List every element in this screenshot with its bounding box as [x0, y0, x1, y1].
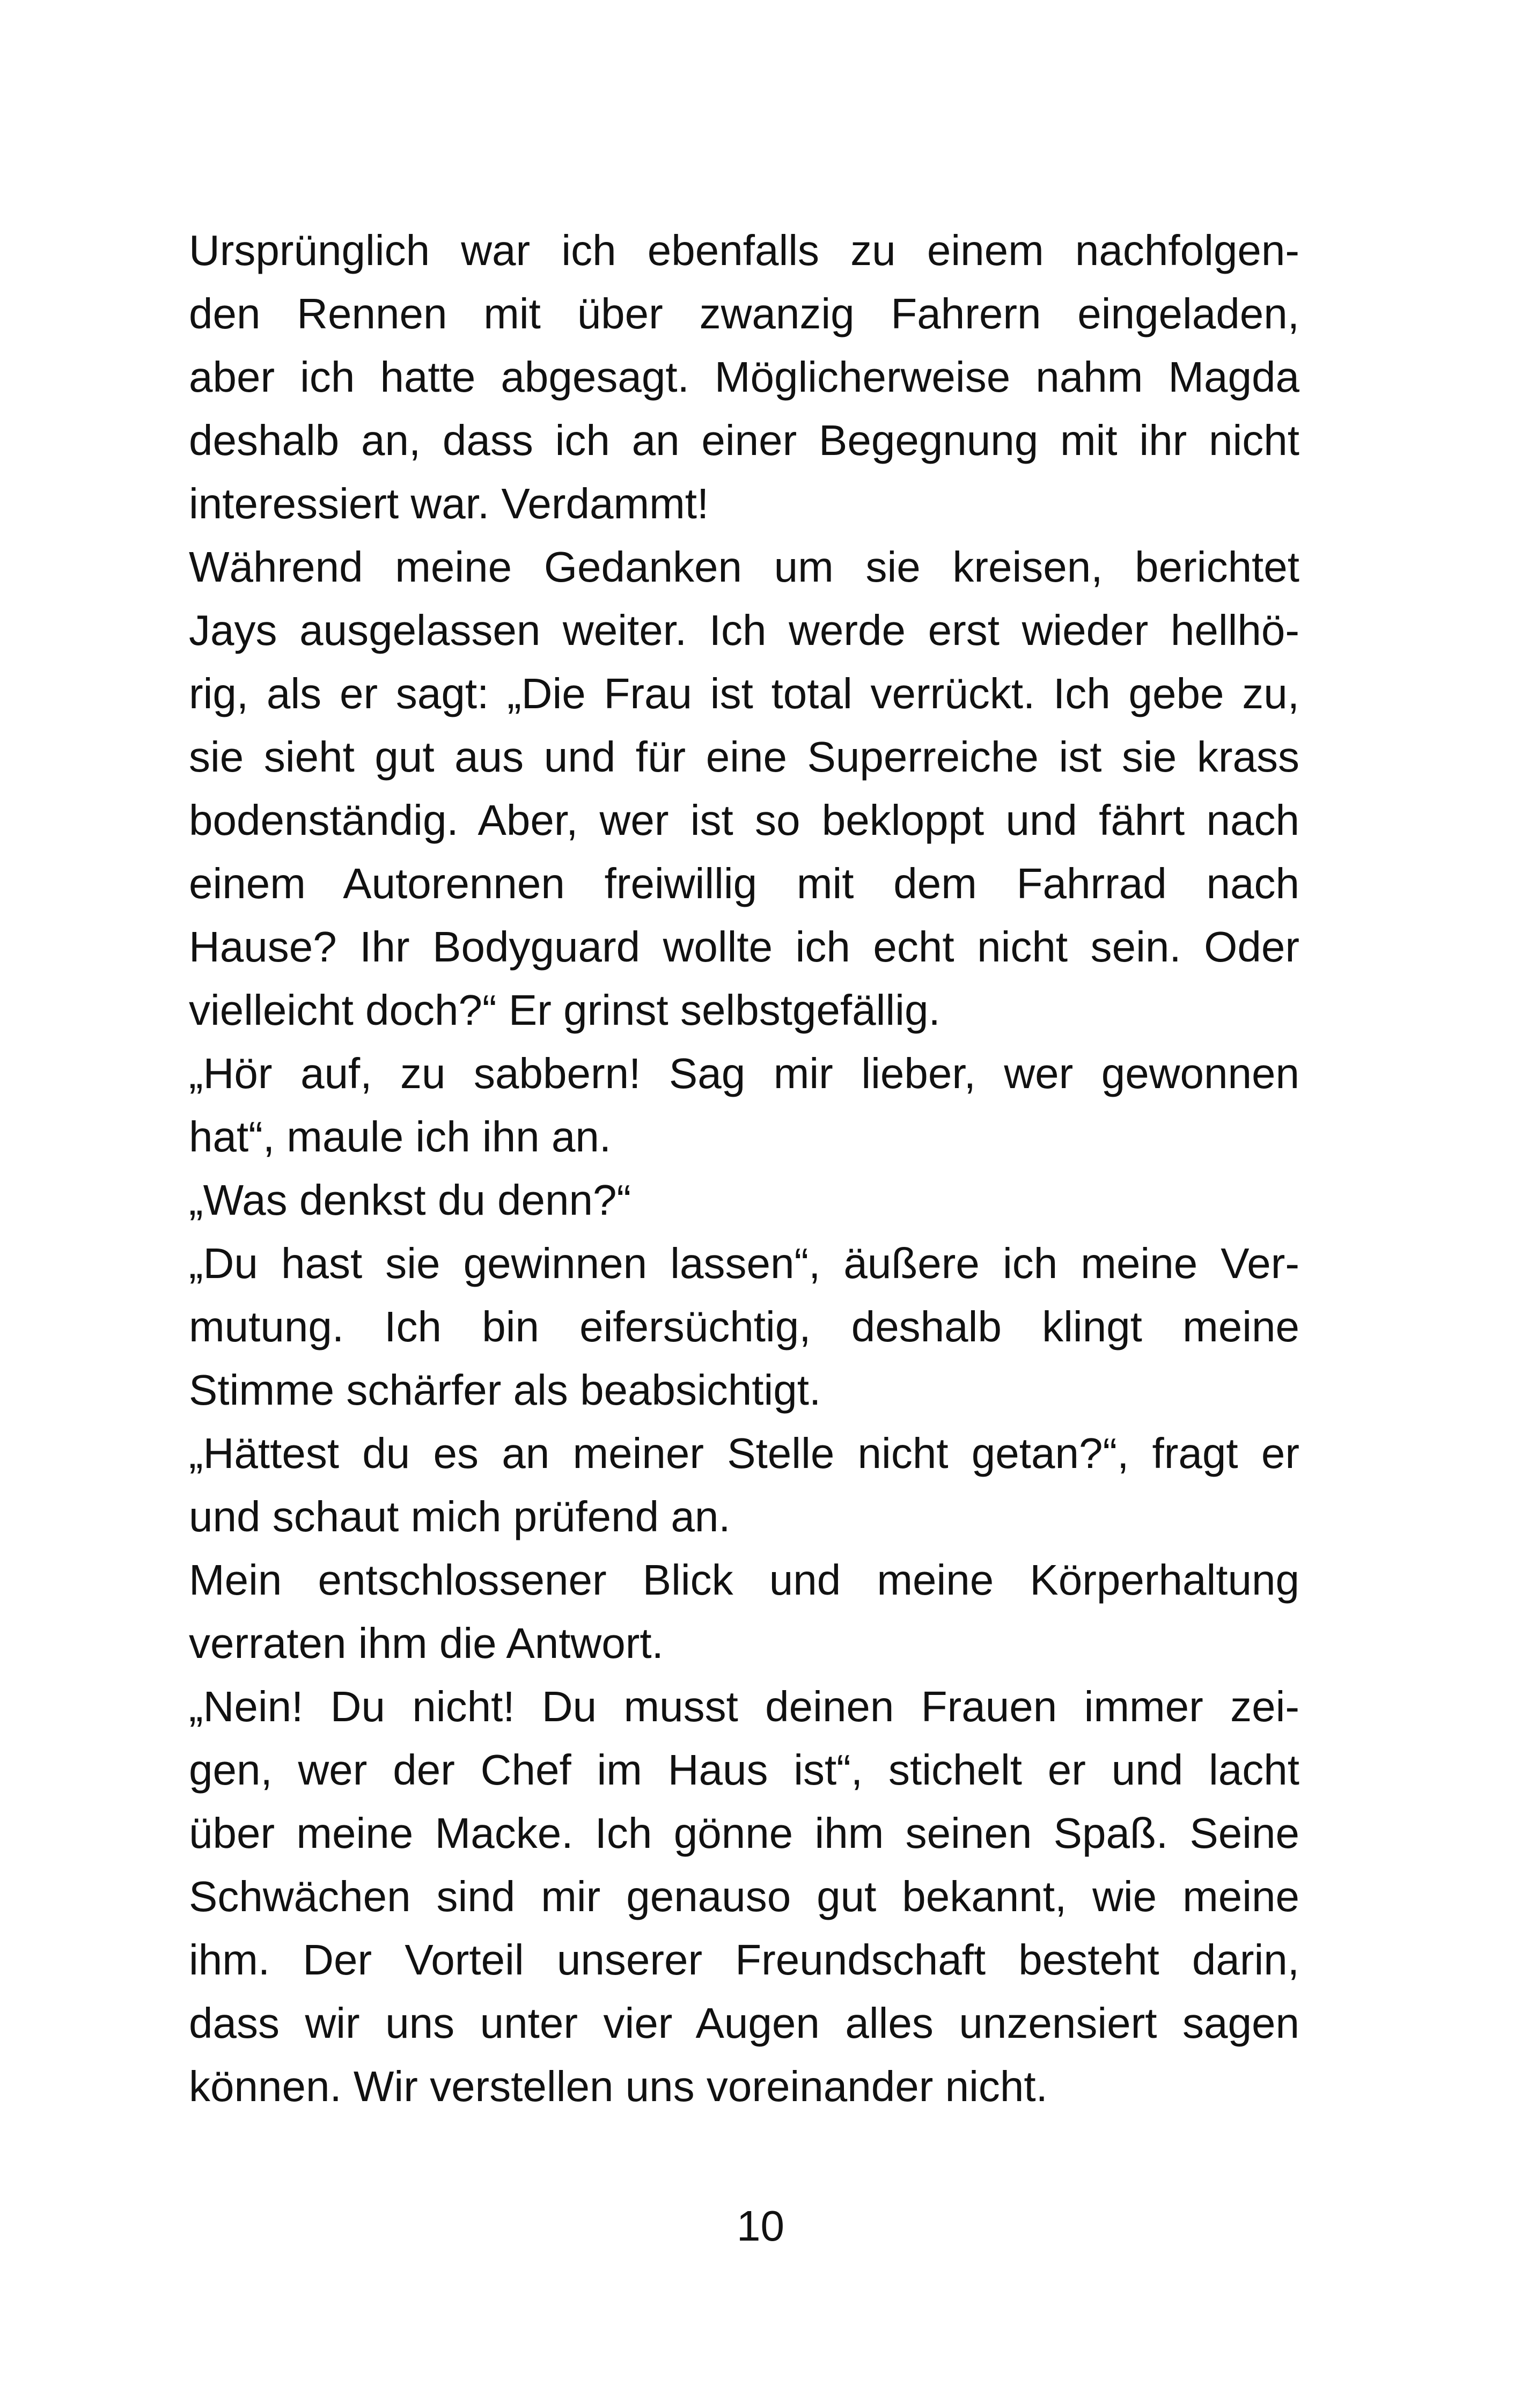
text-line: interessiert war. Verdammt!: [189, 480, 709, 527]
text-line: einem Autorennen freiwillig mit dem Fahrrad nach: [189, 860, 1299, 907]
text-line: gen, wer der Chef im Haus ist“, stichelt er und lacht: [189, 1746, 1299, 1794]
text-line: verraten ihm die Antwort.: [189, 1619, 664, 1667]
text-line: „Hättest du es an meiner Stelle nicht getan?“, fragt er: [189, 1429, 1299, 1477]
text-line: ihm. Der Vorteil unserer Freundschaft besteht darin,: [189, 1936, 1299, 1984]
text-line: Hause? Ihr Bodyguard wollte ich echt nicht sein. Oder: [189, 923, 1299, 971]
text-line: und schaut mich prüfend an.: [189, 1493, 731, 1540]
text-line: Mein entschlossener Blick und meine Körperhaltung: [189, 1556, 1299, 1604]
text-line: Während meine Gedanken um sie kreisen, berichtet: [189, 543, 1299, 591]
text-line: bodenständig. Aber, wer ist so bekloppt und fährt nach: [189, 796, 1299, 844]
text-line: mutung. Ich bin eifersüchtig, deshalb klingt meine: [189, 1303, 1299, 1350]
text-line: vielleicht doch?“ Er grinst selbstgefällig.: [189, 986, 940, 1034]
text-line: rig, als er sagt: „Die Frau ist total verrückt. Ich gebe zu,: [189, 670, 1299, 717]
text-line: Stimme schärfer als beabsichtigt.: [189, 1366, 821, 1414]
text-line: Jays ausgelassen weiter. Ich werde erst wieder hellhö-: [189, 606, 1299, 654]
text-line: können. Wir verstellen uns voreinander nicht.: [189, 2062, 1048, 2110]
text-line: „Hör auf, zu sabbern! Sag mir lieber, wer gewonnen: [189, 1049, 1299, 1097]
body-text: [189, 219, 1299, 2118]
text-line: „Was denkst du denn?“: [189, 1176, 631, 1224]
text-line: „Nein! Du nicht! Du musst deinen Frauen immer zei-: [189, 1683, 1299, 1730]
text-line: hat“, maule ich ihn an.: [189, 1113, 612, 1161]
text-line: „Du hast sie gewinnen lassen“, äußere ich meine Ver-: [189, 1239, 1299, 1287]
text-line: aber ich hatte abgesagt. Möglicherweise nahm Magda: [189, 353, 1299, 401]
text-line: deshalb an, dass ich an einer Begegnung mit ihr nicht: [189, 416, 1299, 464]
page-number: 10: [737, 2202, 784, 2250]
text-line: über meine Macke. Ich gönne ihm seinen Spaß. Seine: [189, 1809, 1299, 1857]
text-line: dass wir uns unter vier Augen alles unzensiert sagen: [189, 1999, 1299, 2047]
text-line: sie sieht gut aus und für eine Superreiche ist sie krass: [189, 733, 1299, 781]
text-line: Schwächen sind mir genauso gut bekannt, wie meine: [189, 1873, 1299, 1920]
text-line: Ursprünglich war ich ebenfalls zu einem nachfolgen-: [189, 226, 1299, 274]
text-line: den Rennen mit über zwanzig Fahrern eingeladen,: [189, 290, 1299, 337]
